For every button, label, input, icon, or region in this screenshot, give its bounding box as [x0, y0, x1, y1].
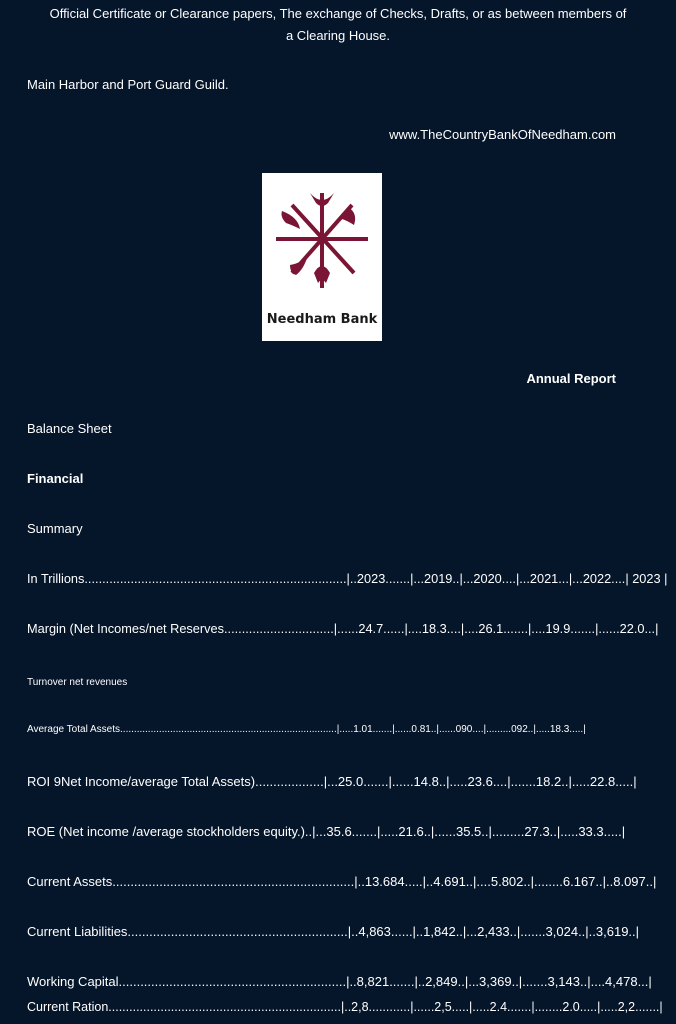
header-line-1: Official Certificate or Clearance papers, The exchange of Checks, Drafts, or as between members of — [49, 6, 627, 21]
row-average-total-assets: Average Total Assets..............................................................................|.....1.01.......|......0.81..|......090....|.........092..|.....18.3.....| — [27, 724, 586, 735]
annual-report-title: Annual Report — [526, 371, 616, 386]
row-roe: ROE (Net income /average stockholders equity.)..|...35.6.......|.....21.6..|......35.5..|.........27.3..|.....33.3.....| — [27, 824, 626, 839]
burgundy-cross-star-icon — [262, 173, 382, 313]
website-link[interactable]: www.TheCountryBankOfNeedham.com — [389, 127, 616, 142]
row-current-liabilities: Current Liabilities.............................................................|..4,863......|..1,842..|...2,433..|.......3,024..|..3,619..| — [27, 924, 640, 939]
header-line-2: a Clearing House. — [285, 28, 391, 43]
section-balance-sheet: Balance Sheet — [27, 421, 112, 436]
row-margin: Margin (Net Incomes/net Reserves...............................|......24.7......|....18.3....|....26.1.......|....19.9.......|......22.0...| — [27, 621, 659, 636]
guild-name: Main Harbor and Port Guard Guild. — [27, 77, 229, 92]
row-current-ration: Current Ration...................................................................|..2,8............|......2,5.....|.....2.4.......|........2.0.....|.....2,2.......| — [27, 1000, 663, 1014]
logo-caption: Needham Bank — [266, 312, 378, 327]
section-summary: Summary — [27, 521, 83, 536]
section-financial: Financial — [27, 471, 84, 486]
needham-bank-logo — [262, 173, 382, 341]
row-turnover: Turnover net revenues — [27, 677, 128, 688]
row-in-trillions: In Trillions..........................................................................|..2023.......|...2019..|...2020....|...2021...|...2022....| 2023 | — [27, 571, 668, 586]
row-roi: ROI 9Net Income/average Total Assets)...................|...25.0.......|......14.8..|.....23.6....|.......18.2..|.....22.8.....| — [27, 774, 637, 789]
row-working-capital: Working Capital...............................................................|..8,821.......|..2,849..|...3,369..|.......3,143..|....4,478...| — [27, 974, 652, 989]
row-current-assets: Current Assets...................................................................|..13.684.....|..4.691..|....5.802..|........6.167..|..8.097..| — [27, 874, 657, 889]
